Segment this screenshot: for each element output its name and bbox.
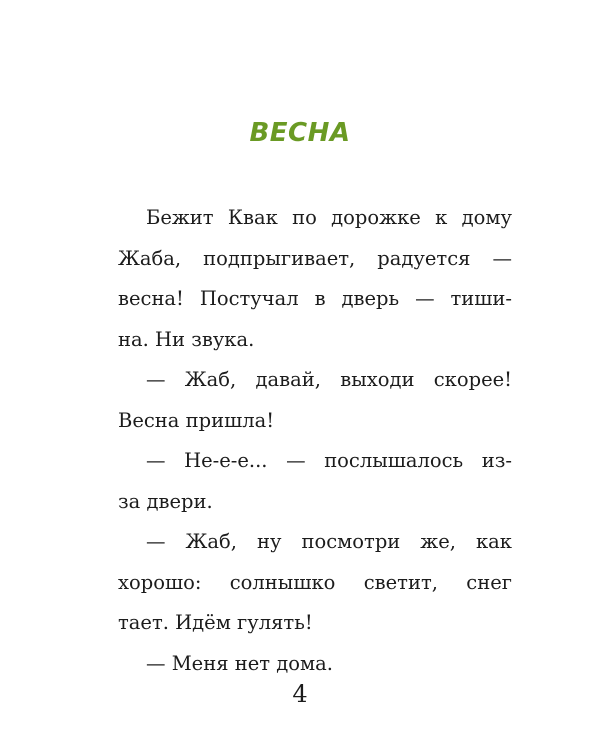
page-number: 4: [292, 680, 308, 708]
text-line: — Жаб, давай, выходи скорее!: [146, 368, 512, 391]
text-line: Весна пришла!: [118, 408, 275, 432]
text-line: за двери.: [118, 489, 213, 513]
text-line: весна! Постучал в дверь — тиши-: [118, 287, 512, 310]
text-line: тает. Идём гулять!: [118, 611, 313, 634]
text-line: — Жаб, ну посмотри же, как: [146, 530, 512, 553]
text-line: хорошо: солнышко светит, снег: [118, 570, 512, 594]
text-line: на. Ни звука.: [118, 327, 255, 351]
chapter-title: ВЕСНА: [249, 118, 351, 148]
text-line: — Не-е-е... — послышалось из-: [146, 449, 512, 472]
text-line: Жаба, подпрыгивает, радуется —: [118, 246, 512, 270]
story-text: [118, 198, 512, 684]
text-line: — Меня нет дома.: [146, 651, 333, 675]
text-line: Бежит Квак по дорожке к дому: [146, 206, 512, 229]
